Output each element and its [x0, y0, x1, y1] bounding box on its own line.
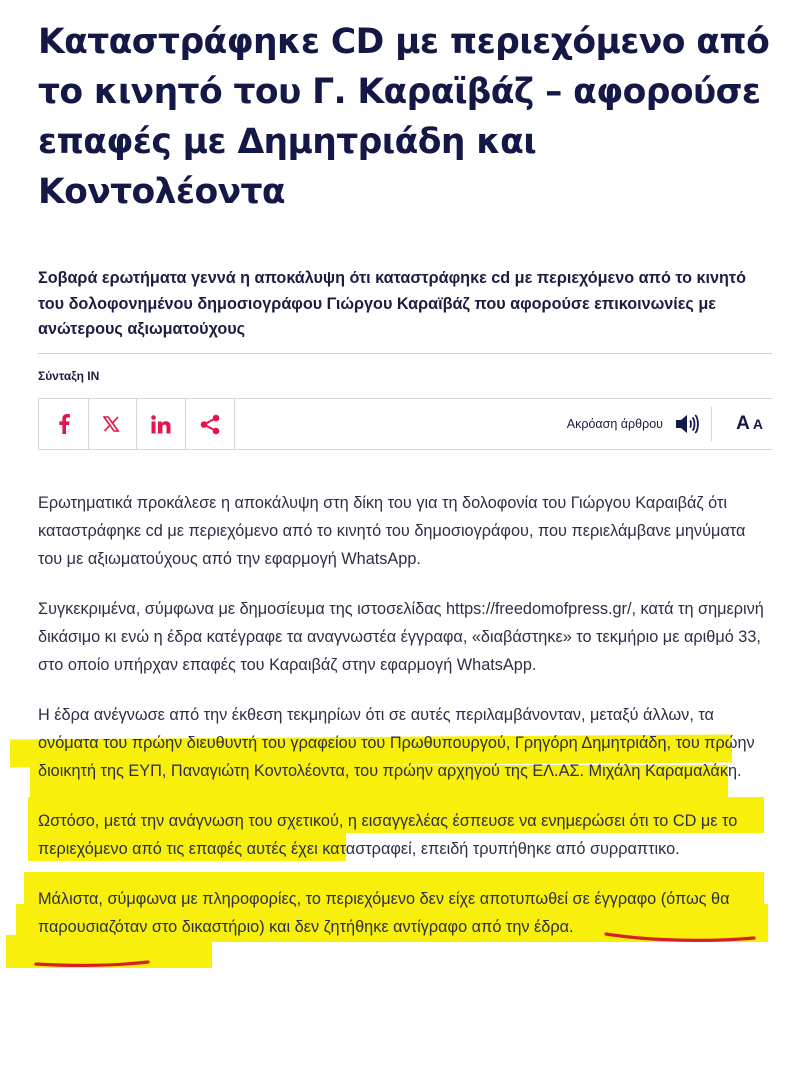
paragraph-highlighted: Η έδρα ανέγνωσε από την έκθεση τεκμηρίων ότι σε αυτές περιλαμβάνονταν, μεταξύ άλλων, τα ονόματα του πρώην διευθυντή του γραφείου του Πρωθυπουργού, Γρηγόρη Δημητριάδη, του πρώην διοικητή της ΕΥΠ, Παναγιώτη Κοντολέοντα, του πρώην αρχηγού της ΕΛ.ΑΣ. Μιχάλη Καραμαλάκη.: [38, 706, 755, 780]
paragraph-highlighted: Ωστόσο, μετά την ανάγνωση του σχετικού, η εισαγγελέας έσπευσε να ενημερώσει ότι το CD με το περιεχόμενο από τις επαφές αυτές έχει καταστραφεί, επειδή τρυπήθηκε από συρραπτικο.: [38, 812, 738, 858]
article-title: Καταστράφηκε CD με περιεχόμενο από το κινητό του Γ. Καραϊβάζ – αφορούσε επαφές με Δημητριάδη και Κοντολέοντα: [38, 22, 770, 212]
paragraph: Συγκεκριμένα, σύμφωνα με δημοσίευμα της ιστοσελίδας https://freedomofpress.gr/, κατά τη σημερινή δικάσιμο κι ενώ η έδρα κατέγραφε τα αναγνωστέα έγγραφα, «διαβάστηκε» το τεκμήριο με αριθμό 33, στο οποίο υπήρχαν επαφές του Καραιβάζ στην εφαρμογή WhatsApp.: [38, 600, 764, 674]
paragraph: Μάλιστα, σύμφωνα με πληροφορίες, το περιεχόμενο δεν είχε αποτυπωθεί σε έγγραφο (όπως θα παρουσιαζόταν στο δικαστήριο) και δεν ζητήθηκε αντίγραφο από την έδρα.: [38, 890, 730, 936]
paragraph: Ερωτηματικά προκάλεσε η αποκάλυψη στη δίκη του για τη δολοφονία του Γιώργου Καραιβάζ ότι καταστράφηκε cd με περιεχόμενο από το κινητό του δημοσιογράφου, που περιελάμβανε μηνύματα του με αξιωματούχους από την εφαρμογή WhatsApp.: [38, 494, 746, 568]
article-lead: Σοβαρά ερωτήματα γεννά η αποκάλυψη ότι καταστράφηκε cd με περιεχόμενο από το κινητό του δολοφονημένου δημοσιογράφου Γιώργου Καραϊβάζ που αφορούσε επικοινωνίες με ανώτερους αξιωματούχους: [38, 269, 747, 339]
font-size-small[interactable]: A: [752, 416, 763, 432]
listen-article-label[interactable]: Ακρόαση άρθρου: [566, 417, 663, 431]
byline[interactable]: Σύνταξη IN: [38, 369, 100, 383]
font-size-large[interactable]: A: [736, 413, 750, 434]
